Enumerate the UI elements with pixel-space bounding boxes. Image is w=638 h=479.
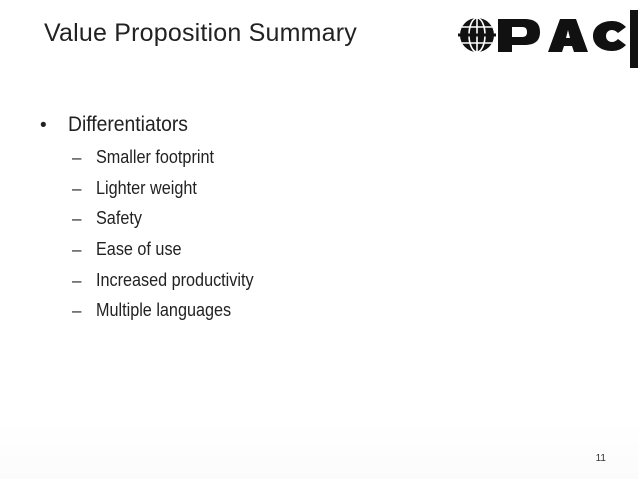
slide-title: Value Proposition Summary bbox=[44, 19, 358, 47]
dash-glyph: – bbox=[72, 148, 82, 167]
dash-glyph: – bbox=[72, 240, 82, 260]
sub-item-safety bbox=[40, 203, 460, 234]
globe-icon bbox=[458, 18, 496, 52]
sub-item-smaller-footprint bbox=[40, 142, 460, 173]
dash-glyph: – bbox=[72, 270, 82, 290]
dash-glyph: – bbox=[72, 178, 82, 198]
bullet-glyph: • bbox=[40, 115, 47, 136]
sub-item-lighter-weight bbox=[40, 173, 460, 204]
sub-item-text: Increased productivity bbox=[96, 269, 254, 290]
sub-item-text: Safety bbox=[96, 208, 142, 229]
bullet-list bbox=[40, 110, 460, 326]
sub-item-multiple-languages bbox=[40, 295, 460, 326]
sub-item-text: Ease of use bbox=[96, 239, 182, 260]
dash-glyph: – bbox=[72, 209, 82, 229]
dash-glyph: – bbox=[72, 301, 82, 321]
pac-letters bbox=[498, 10, 638, 68]
bullet-label: Differentiators bbox=[68, 113, 188, 136]
sub-item-text: Lighter weight bbox=[96, 177, 197, 198]
sub-item-text: Smaller footprint bbox=[96, 147, 214, 167]
sub-item-text: Multiple languages bbox=[96, 300, 232, 321]
pac-logo bbox=[456, 10, 638, 68]
sub-item-ease-of-use bbox=[40, 234, 460, 265]
page-number: 11 bbox=[595, 453, 606, 464]
sub-item-increased-productivity bbox=[40, 265, 460, 296]
bullet-item bbox=[40, 110, 460, 140]
